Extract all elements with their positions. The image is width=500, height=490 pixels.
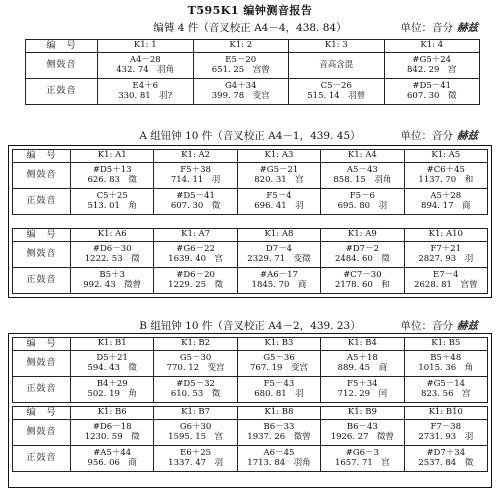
pitch-cell [154,377,237,403]
pitch-name: C5－26 [320,80,352,91]
header-label: 编 号 [26,40,98,53]
pitch-name: E5－20 [225,54,257,65]
frequency-value: 1926. 27 徵曾 [330,431,395,442]
pitch-cell [193,79,289,105]
pitch-cell [289,79,385,105]
pitch-cell [71,377,154,403]
bell-id: K1: B10 [404,407,487,420]
pitch-name: B6－43 [346,421,378,432]
pitch-cell [321,163,404,189]
pitch-cell [193,53,289,79]
frequency-value: 820. 31 宫 [254,174,304,185]
pitch-name: A4－28 [129,54,161,65]
pitch-cell [237,351,320,377]
frequency-value: 770. 12 变宫 [166,362,225,373]
bell-id: K1: 2 [193,40,289,53]
pitch-cell [71,446,154,472]
pitch-cell [404,351,487,377]
pitch-name: G6＋30 [179,421,212,432]
section-bo-heading: 编镈 4 件（音叉校正 A4－4，438. 84） [153,22,347,34]
frequency-value: 610. 53 徵 [170,388,221,399]
frequency-value: 842. 29 宫 [407,64,457,75]
pitch-cell [237,446,320,472]
pitch-name: #G5－21 [259,164,299,175]
frequency-value: 956. 06 商 [87,457,137,468]
pitch-name: F5－4 [266,190,292,201]
section-b-heading: B 组钮钟 10 件（音叉校正 A4－2，439. 23） [139,320,361,332]
header-label: 编 号 [13,407,71,420]
bell-id: K1: B1 [71,338,154,351]
pitch-name: F7－38 [430,421,462,432]
pitch-cell [237,377,320,403]
pitch-cell [71,268,154,294]
side-drum-label: 侧鼓音 [13,420,71,446]
frequency-value: 1230. 59 徵 [84,431,140,442]
bell-id: K1: A6 [71,229,154,242]
bell-id: K1: A7 [154,229,237,242]
bell-id: K1: A10 [404,229,487,242]
pitch-name: B4＋29 [96,378,128,389]
bell-id: K1: 4 [384,40,480,53]
pitch-name: F5＋38 [180,164,211,175]
pitch-name: #G5＋24 [412,54,452,65]
pitch-cell [237,268,320,294]
pitch-name: B6－33 [263,421,295,432]
frequency-value: 502. 19 角 [87,388,137,399]
signature: 赫兹 [457,22,478,34]
pitch-cell [404,268,487,294]
pitch-name: #D5－32 [176,378,215,389]
bell-id: K1: A1 [71,150,154,163]
frequency-value: 712. 29 闰 [337,388,388,399]
unit-label: 单位：音分 [400,320,453,332]
table-b-bells-6-10 [12,406,488,472]
section-bo-unit [401,20,479,35]
bell-id: K1: B5 [404,338,487,351]
frequency-value: 858. 15 羽角 [333,174,392,185]
bell-id: K1: 1 [98,40,194,53]
front-drum-label: 正鼓音 [13,377,71,403]
pitch-name: B5＋48 [430,352,462,363]
pitch-cell [321,420,404,446]
pitch-cell [404,446,487,472]
pitch-name: F5－6 [349,190,375,201]
frequency-value: 1657. 71 宫 [334,457,390,468]
pitch-cell [71,351,154,377]
signature: 赫兹 [457,320,478,332]
side-drum-label: 侧鼓音 [26,53,98,79]
pitch-cell [321,446,404,472]
bell-id: K1: A2 [154,150,237,163]
pitch-name: F7＋21 [430,243,462,254]
frequency-value: 696. 41 羽 [254,200,304,211]
frequency-value: 2628. 81 宫曾 [414,279,478,290]
frequency-value: 399. 78 变宫 [211,90,270,101]
pitch-name: #D6－20 [176,269,215,280]
pitch-name: A5＋18 [346,352,378,363]
bell-id: K1: B2 [154,338,237,351]
table-bo-bells [25,39,480,105]
pitch-name: A6－45 [263,447,295,458]
pitch-name: #G6－3 [345,447,379,458]
bell-id: K1: A3 [237,150,320,163]
pitch-cell [404,189,487,215]
pitch-cell [404,377,487,403]
frequency-value: 823. 56 宫 [421,388,471,399]
frequency-value: 894. 17 商 [421,200,471,211]
pitch-name: E4＋6 [132,80,159,91]
frequency-value: 2178. 60 和 [334,279,390,290]
pitch-cell [154,189,237,215]
frequency-value: 607. 30 徵 [170,200,221,211]
pitch-name: D5＋21 [96,352,128,363]
frequency-value: 714. 11 羽 [170,174,221,185]
side-drum-label: 侧鼓音 [13,242,71,268]
section-a-unit [401,128,479,143]
pitch-cell [404,242,487,268]
pitch-name: C5＋25 [96,190,128,201]
header-label: 编 号 [13,150,71,163]
frequency-value: 1713. 84 羽角 [247,457,311,468]
front-drum-label: 正鼓音 [13,268,71,294]
pitch-cell [237,242,320,268]
pitch-name: 音高含混 [319,59,354,70]
bell-id: K1: B7 [154,407,237,420]
pitch-cell [237,420,320,446]
header-label: 编 号 [13,338,71,351]
frequency-value: 1937. 26 徵曾 [247,431,311,442]
frequency-value: 651. 25 宫曾 [211,64,270,75]
section-a-heading: A 组钮钟 10 件（音叉校正 A4－1，439. 45） [139,130,361,142]
pitch-name: #D5－41 [176,190,215,201]
pitch-cell [321,351,404,377]
pitch-cell [321,189,404,215]
report-title: T595K1 编钟测音报告 [187,4,313,17]
pitch-cell [404,163,487,189]
pitch-cell [321,377,404,403]
pitch-cell [71,163,154,189]
front-drum-label: 正鼓音 [26,79,98,105]
bell-id: K1: A9 [321,229,404,242]
pitch-name: B5＋3 [99,269,125,280]
bell-id: K1: B6 [71,407,154,420]
bell-id: K1: B4 [321,338,404,351]
frequency-value: 680. 81 羽 [254,388,304,399]
table-a-bells-1-5 [12,149,488,215]
pitch-name: #G6－22 [176,243,215,254]
pitch-name: A5＋28 [430,190,462,201]
pitch-cell [154,163,237,189]
frequency-value: 992. 43 徵曾 [83,279,142,290]
pitch-cell [384,79,480,105]
frequency-value: 432. 74 羽角 [116,64,175,75]
pitch-cell [71,242,154,268]
pitch-name: E6＋25 [180,447,212,458]
section-b-unit [401,318,479,333]
table-a-bells-6-10 [12,228,488,294]
pitch-cell [321,268,404,294]
pitch-cell [384,53,480,79]
frequency-value: 767. 19 变宫 [250,362,308,373]
frequency-value: 1595. 15 宫 [168,431,224,442]
pitch-name: #G5－14 [426,378,466,389]
pitch-cell [321,242,404,268]
front-drum-label: 正鼓音 [13,189,71,215]
frequency-value: 2731. 93 羽 [418,431,474,442]
pitch-name: D7－4 [265,243,293,254]
pitch-cell [237,163,320,189]
frequency-value: 1137. 70 和 [418,174,474,185]
pitch-name: #A5＋44 [93,447,132,458]
unit-label: 单位：音分 [400,130,453,142]
frequency-value: 1015. 36 角 [418,362,474,373]
side-drum-label: 侧鼓音 [13,351,71,377]
pitch-cell [98,53,194,79]
frequency-value: 513. 01 角 [87,200,137,211]
pitch-name: F5＋34 [347,378,378,389]
pitch-name: #D6－30 [92,243,132,254]
bell-id: K1: 3 [289,40,385,53]
frequency-value: 1222. 53 徵 [84,253,140,264]
unit-label: 单位：音分 [400,22,453,34]
front-drum-label: 正鼓音 [13,446,71,472]
frequency-value: 515. 14 羽曾 [307,90,366,101]
frequency-value: 1639. 40 宫 [168,253,224,264]
pitch-name: A5－43 [346,164,378,175]
bell-id: K1: B8 [237,407,320,420]
pitch-cell [71,420,154,446]
frequency-value: 695. 80 羽 [337,200,388,211]
pitch-name: #D5－41 [412,80,452,91]
pitch-name: #D5＋13 [92,164,132,175]
bell-id: K1: A5 [404,150,487,163]
pitch-cell [154,446,237,472]
frequency-value: 2484. 60 徵 [334,253,390,264]
pitch-cell [71,189,154,215]
frequency-value: 2827. 93 羽 [418,253,474,264]
table-b-bells-1-5 [12,337,488,403]
bell-id: K1: B3 [237,338,320,351]
frequency-value: 889. 45 商 [337,362,388,373]
side-drum-label: 侧鼓音 [13,163,71,189]
bell-id: K1: A4 [321,150,404,163]
pitch-name: G5－36 [263,352,295,363]
pitch-name: E7－4 [433,269,459,280]
frequency-value: 626. 83 徵 [87,174,137,185]
signature: 赫兹 [457,130,478,142]
pitch-cell [98,79,194,105]
pitch-name: F5－43 [263,378,295,389]
pitch-name: #A6－17 [259,269,298,280]
pitch-name: #D7－2 [345,243,379,254]
pitch-name: #D6－18 [92,421,132,432]
pitch-name: G4＋34 [224,80,257,91]
pitch-cell [154,242,237,268]
pitch-name: #C7－30 [343,269,382,280]
pitch-cell [154,268,237,294]
frequency-value: 607. 30 徵 [407,90,457,101]
frequency-value: 594. 43 徵 [87,362,137,373]
pitch-cell [154,420,237,446]
bell-id: K1: B9 [321,407,404,420]
pitch-cell [154,351,237,377]
pitch-cell [237,189,320,215]
frequency-value: 2537. 84 徵 [418,457,474,468]
frequency-value: 1337. 47 羽 [168,457,224,468]
bell-id: K1: A8 [237,229,320,242]
frequency-value: 1229. 25 徵 [168,279,224,290]
pitch-name: G5－30 [179,352,212,363]
frequency-value: 330. 81 羽? [118,90,173,101]
pitch-cell [404,420,487,446]
pitch-name: #D7＋34 [426,447,466,458]
pitch-cell [289,53,385,79]
pitch-name: #C6＋45 [426,164,465,175]
frequency-value: 1845. 70 商 [251,279,307,290]
header-label: 编 号 [13,229,71,242]
frequency-value: 2329. 71 变徵 [247,253,311,264]
